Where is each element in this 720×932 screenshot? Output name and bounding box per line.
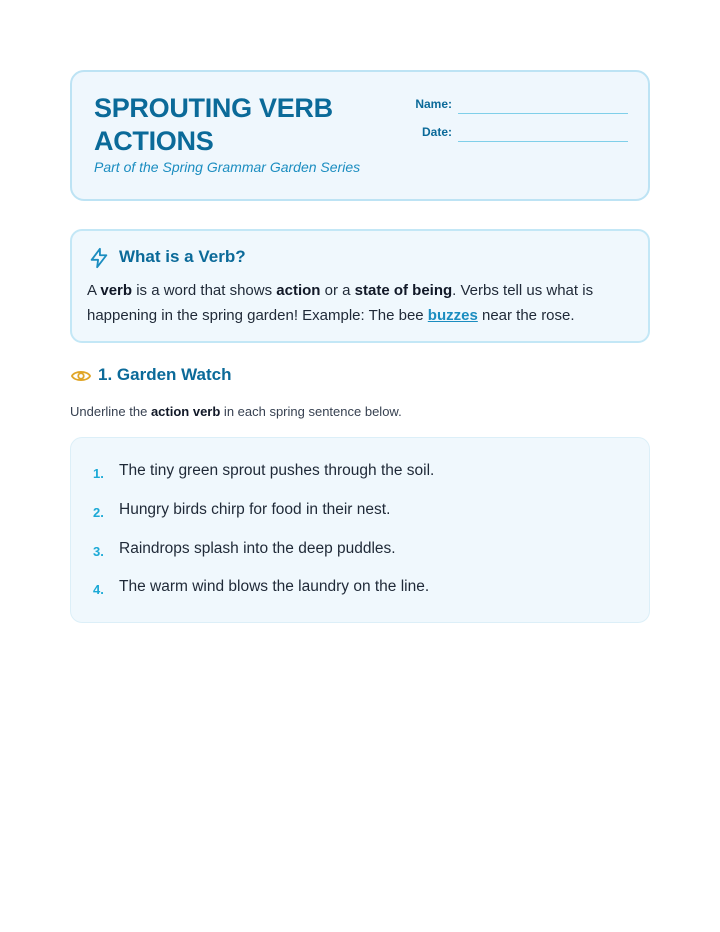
- list-item: [71, 462, 651, 486]
- name-label: Name:: [415, 97, 452, 111]
- instructions-part: Underline the: [70, 404, 151, 419]
- sentence-text[interactable]: The tiny green sprout pushes through the soil.: [119, 462, 435, 479]
- instructions-keyword: action verb: [150, 404, 221, 419]
- list-item: [71, 540, 651, 564]
- definition-text-part: A: [87, 282, 101, 299]
- definition-text: [87, 278, 637, 328]
- term-verb: verb: [100, 282, 133, 299]
- worksheet-header: [70, 70, 650, 201]
- date-line[interactable]: [458, 141, 628, 142]
- list-item: [71, 501, 651, 525]
- name-line[interactable]: [458, 113, 628, 114]
- definition-text-part: is a word that shows: [132, 282, 277, 299]
- example-verb: buzzes: [427, 307, 478, 324]
- page-title: SPROUTING VERB ACTIONS: [94, 93, 333, 156]
- series-subtitle: Part of the Spring Grammar Garden Series: [94, 159, 361, 175]
- definition-text-part: near the rose.: [477, 307, 575, 324]
- item-number: 2.: [93, 505, 104, 520]
- sentence-list: [70, 437, 650, 623]
- term-action: action: [276, 282, 321, 299]
- item-number: 4.: [93, 582, 104, 597]
- term-state-of-being: state of being: [354, 282, 453, 299]
- item-number: 1.: [93, 466, 104, 481]
- eye-icon: [70, 366, 92, 386]
- date-label: Date:: [421, 125, 452, 139]
- definition-text-part: . Verbs tell us what is happening in the spring garden! Example: The bee: [87, 282, 594, 324]
- item-number: 3.: [93, 544, 104, 559]
- sentence-text[interactable]: Hungry birds chirp for food in their nest.: [119, 501, 391, 518]
- lightning-icon: [88, 247, 110, 269]
- list-item: [71, 578, 651, 602]
- sentence-text[interactable]: Raindrops splash into the deep puddles.: [119, 540, 396, 557]
- definition-text-part: or a: [320, 282, 355, 299]
- sentence-text[interactable]: The warm wind blows the laundry on the line.: [119, 578, 430, 595]
- definition-title: What is a Verb?: [119, 247, 246, 266]
- instructions-part: in each spring sentence below.: [220, 404, 402, 419]
- verb-definition-card: [70, 229, 650, 343]
- section-title: 1. Garden Watch: [98, 365, 232, 384]
- section-instructions: [70, 404, 402, 419]
